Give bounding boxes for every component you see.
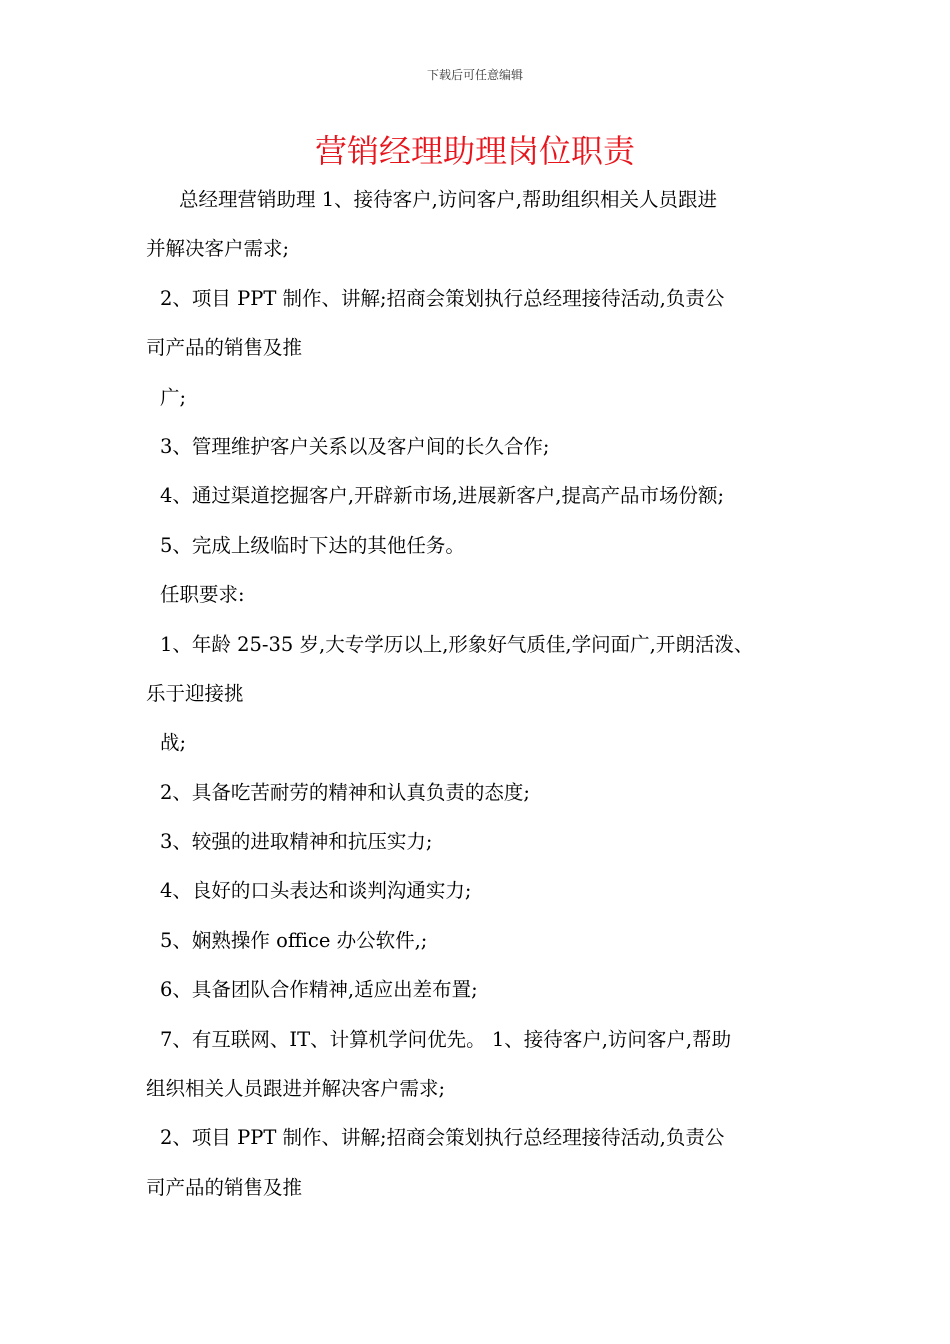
body-line: 战; bbox=[160, 731, 187, 755]
body-line: 4、通过渠道挖掘客户,开辟新市场,进展新客户,提高产品市场份额; bbox=[160, 484, 725, 508]
body-line: 并解决客户需求; bbox=[146, 237, 290, 261]
body-line: 2、项目 PPT 制作、讲解;招商会策划执行总经理接待活动,负责公 bbox=[160, 286, 725, 310]
body-line: 任职要求: bbox=[160, 583, 245, 607]
document-title: 营销经理助理岗位职责 bbox=[314, 132, 635, 170]
body-line: 6、具备团队合作精神,适应出差布置; bbox=[160, 978, 478, 1002]
body-line: 乐于迎接挑 bbox=[146, 681, 244, 705]
body-line: 5、完成上级临时下达的其他任务。 bbox=[160, 533, 465, 557]
body-line: 7、有互联网、IT、计算机学问优先。 1、接待客户,访问客户,帮助 bbox=[160, 1027, 732, 1051]
body-line: 司产品的销售及推 bbox=[146, 1175, 303, 1199]
body-line: 总经理营销助理 1、接待客户,访问客户,帮助组织相关人员跟进 bbox=[179, 188, 718, 211]
document-body bbox=[146, 178, 816, 1215]
body-line: 5、娴熟操作 office 办公软件,; bbox=[160, 928, 428, 952]
body-line: 3、管理维护客户关系以及客户间的长久合作; bbox=[160, 434, 550, 458]
body-line: 广; bbox=[160, 385, 187, 409]
body-line: 2、具备吃苦耐劳的精神和认真负责的态度; bbox=[160, 780, 530, 804]
body-line: 3、较强的进取精神和抗压实力; bbox=[160, 830, 433, 854]
body-line: 2、项目 PPT 制作、讲解;招商会策划执行总经理接待活动,负责公 bbox=[160, 1126, 725, 1150]
body-line: 1、年龄 25-35 岁,大专学历以上,形象好气质佳,学问面广,开朗活泼、 bbox=[160, 632, 754, 656]
body-line: 4、良好的口头表达和谈判沟通实力; bbox=[160, 879, 472, 903]
body-line: 组织相关人员跟进并解决客户需求; bbox=[146, 1077, 446, 1101]
body-line: 司产品的销售及推 bbox=[146, 336, 303, 360]
header-note: 下载后可任意编辑 bbox=[426, 68, 523, 82]
